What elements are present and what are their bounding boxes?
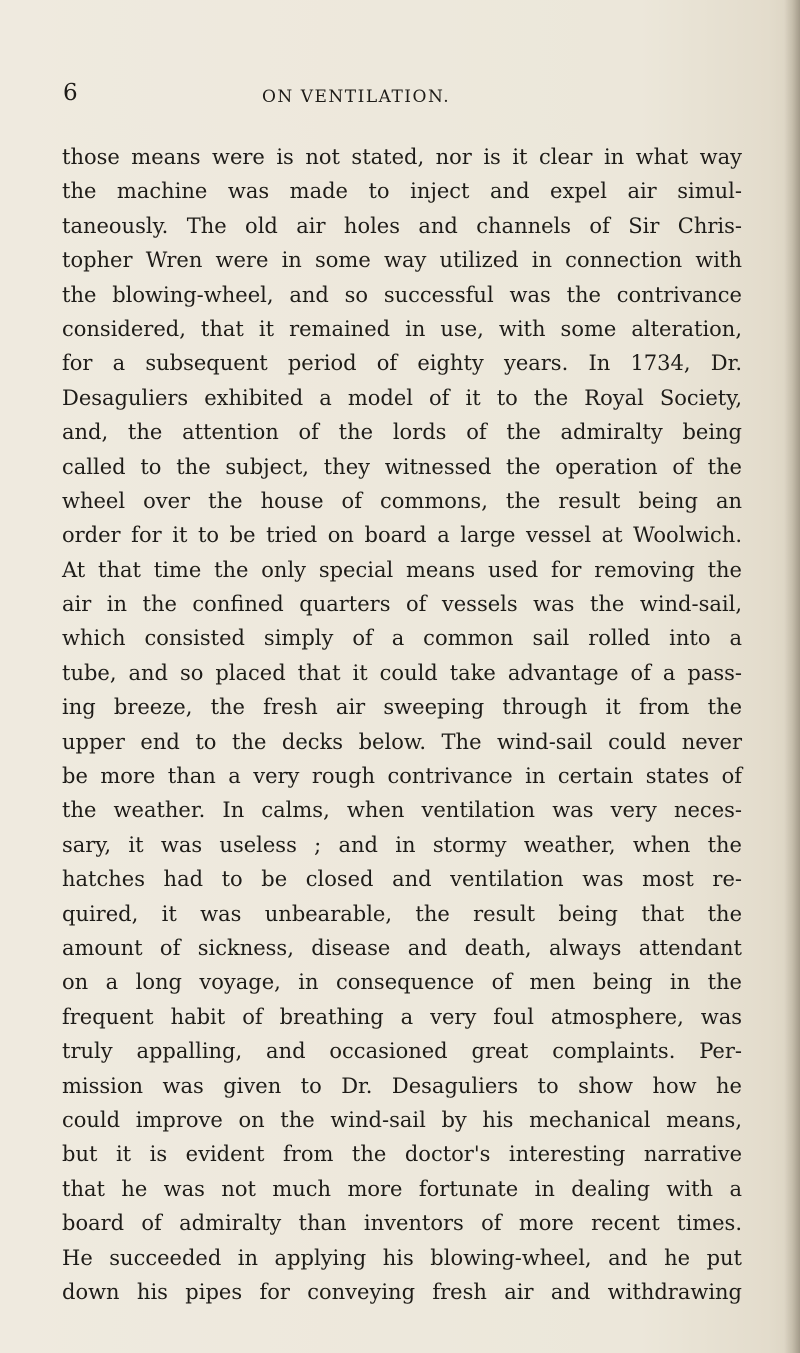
body-text [62, 140, 742, 1309]
running-title: ON VENTILATION. [262, 87, 451, 107]
text-line: for a subsequent period of eighty years. In 1734, Dr. [62, 351, 742, 376]
text-line: topher Wren were in some way utilized in connection with [62, 248, 742, 273]
text-line: which consisted simply of a common sail rolled into a [62, 626, 742, 651]
text-line: order for it to be tried on board a large vessel at Woolwich. [62, 523, 742, 548]
text-line: could improve on the wind-sail by his mechanical means, [62, 1107, 742, 1132]
text-line: called to the subject, they witnessed the operation of the [62, 454, 742, 479]
text-line: wheel over the house of commons, the result being an [62, 488, 742, 513]
text-line: ing breeze, the fresh air sweeping through it from the [62, 695, 742, 720]
text-line: the blowing-wheel, and so successful was the contrivance [62, 282, 742, 307]
text-line: amount of sickness, disease and death, always attendant [62, 935, 742, 960]
text-line: air in the confined quarters of vessels was the wind-sail, [62, 592, 742, 617]
text-line: down his pipes for conveying fresh air and withdrawing [62, 1279, 742, 1304]
text-line: the machine was made to inject and expel air simul- [62, 179, 742, 204]
text-line: Desaguliers exhibited a model of it to the Royal Society, [62, 385, 742, 410]
text-line: and, the attention of the lords of the admiralty being [62, 420, 742, 445]
text-line: the weather. In calms, when ventilation was very neces- [62, 798, 742, 823]
text-line: mission was given to Dr. Desaguliers to show how he [62, 1073, 742, 1098]
text-line: quired, it was unbearable, the result being that the [62, 901, 742, 926]
page-edge-shadow [784, 0, 800, 1353]
text-line: be more than a very rough contrivance in certain states of [62, 764, 742, 789]
text-line: upper end to the decks below. The wind-sail could never [62, 729, 742, 754]
text-line: He succeeded in applying his blowing-wheel, and he put [62, 1245, 742, 1270]
text-line: those means were is not stated, nor is it clear in what way [62, 145, 742, 169]
text-line: sary, it was useless ; and in stormy weather, when the [62, 832, 742, 857]
text-line: tube, and so placed that it could take advantage of a pass- [62, 660, 742, 685]
text-line: hatches had to be closed and ventilation was most re- [62, 867, 742, 892]
text-line: that he was not much more fortunate in dealing with a [62, 1176, 742, 1201]
text-line: considered, that it remained in use, with some alteration, [62, 316, 742, 341]
text-line: on a long voyage, in consequence of men being in the [62, 970, 742, 995]
text-line: taneously. The old air holes and channels of Sir Chris- [62, 213, 742, 238]
text-line: truly appalling, and occasioned great complaints. Per- [62, 1039, 742, 1064]
text-line: but it is evident from the doctor's interesting narrative [62, 1142, 742, 1167]
text-line: frequent habit of breathing a very foul atmosphere, was [62, 1004, 742, 1029]
page-number: 6 [63, 80, 78, 106]
text-line: At that time the only special means used for removing the [62, 557, 742, 582]
text-line: board of admiralty than inventors of more recent times. [62, 1211, 742, 1236]
